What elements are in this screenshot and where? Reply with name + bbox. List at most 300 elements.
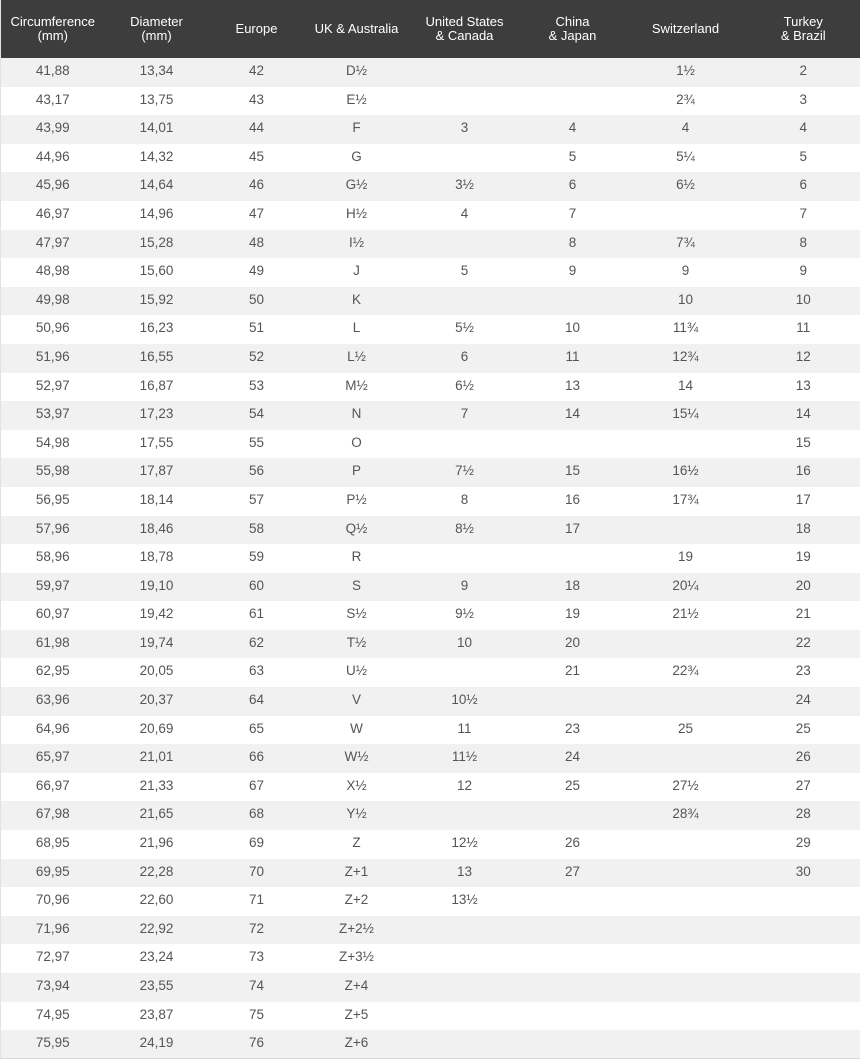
cell-us-canada: 5½ [455,320,474,336]
cell-china-japan [521,887,625,916]
cell-diameter: 13,75 [139,91,174,107]
cell-uk-australia: Z+4 [344,978,369,993]
cell-china-japan [521,1030,625,1059]
cell-us-canada: 3 [460,120,469,136]
cell-circumference: 41,88 [35,63,70,78]
cell-us-canada: 13 [456,863,473,879]
cell-us-canada [409,1002,521,1031]
header-label-line: (mm) [141,28,172,43]
table-row [1,544,860,573]
cell-circumference: 60,97 [35,606,70,622]
cell-us-canada [409,230,521,259]
cell-diameter: 16,87 [139,377,174,393]
cell-circumference: 52,97 [35,377,70,393]
cell-diameter: 22,60 [139,892,174,908]
cell-europe: 48 [248,234,265,250]
cell-turkey-brazil [747,1002,860,1031]
cell-uk-australia: L½ [347,348,366,364]
cell-china-japan [521,944,625,973]
cell-us-canada: 9½ [455,606,474,622]
cell-china-japan [521,916,625,945]
cell-circumference: 70,96 [35,892,70,908]
cell-us-canada: 3½ [455,177,474,193]
cell-circumference: 47,97 [35,234,70,250]
cell-turkey-brazil: 20 [795,577,811,593]
cell-switzerland [625,430,747,459]
cell-circumference: 48,98 [35,263,70,279]
cell-circumference: 65,97 [35,749,70,765]
table-row [1,573,860,602]
cell-circumference: 64,96 [35,720,70,736]
table-row [1,230,860,259]
cell-uk-australia: Z+2 [344,892,369,908]
header-row [1,0,860,58]
cell-china-japan: 16 [564,491,581,507]
header-label-line: Diameter [130,14,183,29]
cell-turkey-brazil: 21 [795,606,811,622]
header-label-line: Switzerland [651,21,720,36]
cell-china-japan: 14 [564,406,581,422]
cell-china-japan: 20 [564,634,581,650]
cell-turkey-brazil [747,916,860,945]
table-header [1,0,860,58]
cell-turkey-brazil: 13 [795,377,811,393]
cell-diameter: 22,28 [139,863,174,879]
table-row [1,430,860,459]
cell-circumference: 58,96 [35,549,70,565]
cell-diameter: 23,55 [139,978,174,993]
cell-europe: 70 [248,863,265,879]
cell-circumference: 59,97 [35,577,70,593]
cell-china-japan: 5 [568,148,577,164]
cell-diameter: 20,05 [139,663,174,679]
cell-europe: 50 [248,291,265,307]
cell-turkey-brazil: 17 [795,491,811,507]
cell-europe: 52 [248,348,265,364]
cell-europe: 61 [248,606,265,622]
header-turkey-brazil [747,0,860,58]
cell-turkey-brazil: 2 [799,63,807,78]
table-row [1,115,860,144]
cell-china-japan: 11 [565,348,580,364]
table-row [1,944,860,973]
cell-diameter: 20,37 [139,692,174,708]
cell-us-canada [409,973,521,1002]
cell-circumference: 75,95 [35,1035,70,1051]
table-row [1,859,860,888]
table-row [1,1030,860,1059]
table-row [1,801,860,830]
cell-switzerland: 22¾ [672,663,699,679]
table-row [1,172,860,201]
cell-switzerland: 1½ [676,63,695,78]
cell-europe: 55 [248,434,265,450]
header-europe [209,0,305,58]
header-us-canada [409,0,521,58]
cell-us-canada: 10 [456,634,473,650]
cell-switzerland: 25 [677,720,694,736]
cell-europe: 65 [248,720,265,736]
cell-circumference: 54,98 [35,434,70,450]
cell-us-canada: 7½ [455,463,474,479]
cell-circumference: 71,96 [35,920,70,936]
table-row [1,258,860,287]
cell-uk-australia: Z+3½ [339,949,374,965]
cell-turkey-brazil: 9 [799,263,807,279]
cell-uk-australia: I½ [348,234,364,250]
cell-diameter: 19,10 [139,577,174,593]
cell-uk-australia: O [351,434,362,450]
cell-europe: 66 [248,749,265,765]
cell-uk-australia: E½ [346,91,367,107]
cell-diameter: 18,78 [139,549,174,565]
cell-switzerland: 14 [677,377,694,393]
cell-diameter: 23,87 [139,1006,174,1022]
cell-circumference: 62,95 [35,663,70,679]
cell-diameter: 16,23 [139,320,174,336]
header-label-line: United States [425,14,504,29]
cell-turkey-brazil: 8 [799,234,807,250]
cell-uk-australia: V [351,692,361,708]
cell-europe: 45 [248,148,265,164]
table-row [1,315,860,344]
cell-switzerland: 9 [681,263,690,279]
cell-switzerland [625,916,747,945]
cell-europe: 67 [248,777,265,793]
cell-china-japan: 17 [564,520,581,536]
cell-diameter: 17,23 [139,406,174,422]
cell-uk-australia: P½ [346,491,367,507]
table-row [1,144,860,173]
cell-circumference: 69,95 [35,863,70,879]
cell-switzerland: 4 [681,120,690,136]
header-label-line: Europe [235,21,278,36]
cell-china-japan [521,801,625,830]
table-row [1,830,860,859]
cell-turkey-brazil: 29 [795,835,811,851]
cell-uk-australia: Q½ [345,520,368,536]
cell-us-canada: 7 [460,406,469,422]
cell-uk-australia: T½ [346,634,367,650]
table-row [1,601,860,630]
cell-circumference: 50,96 [35,320,70,336]
cell-china-japan [521,87,625,116]
header-label-line: & Canada [435,28,494,43]
cell-circumference: 72,97 [35,949,70,965]
cell-turkey-brazil: 18 [795,520,811,536]
cell-china-japan: 6 [568,177,577,193]
cell-uk-australia: U½ [345,663,367,679]
cell-circumference: 44,96 [35,148,70,164]
cell-circumference: 73,94 [35,978,70,993]
header-label-line: Turkey [783,14,823,29]
cell-europe: 58 [248,520,265,536]
cell-turkey-brazil: 24 [795,692,811,708]
cell-china-japan: 13 [564,377,581,393]
cell-china-japan [521,58,625,87]
header-uk-australia [305,0,409,58]
cell-china-japan: 19 [564,606,581,622]
table-row [1,973,860,1002]
cell-uk-australia: M½ [345,377,368,393]
cell-turkey-brazil: 19 [795,549,811,565]
cell-turkey-brazil: 12 [795,348,811,364]
cell-europe: 46 [248,177,265,193]
cell-circumference: 46,97 [35,205,70,221]
cell-switzerland [625,830,747,859]
cell-diameter: 21,01 [139,749,174,765]
cell-turkey-brazil: 23 [795,663,811,679]
cell-turkey-brazil: 5 [799,148,807,164]
cell-europe: 73 [248,949,265,965]
cell-diameter: 14,01 [139,120,174,136]
cell-us-canada [409,58,521,87]
cell-us-canada [409,287,521,316]
table-row [1,344,860,373]
cell-turkey-brazil: 25 [795,720,811,736]
cell-china-japan: 4 [568,120,577,136]
cell-china-japan: 8 [568,234,577,250]
table-row [1,916,860,945]
cell-diameter: 15,28 [139,234,174,250]
cell-china-japan [521,973,625,1002]
cell-uk-australia: Z+1 [344,863,369,879]
cell-diameter: 14,32 [139,148,174,164]
cell-china-japan [521,687,625,716]
cell-circumference: 57,96 [35,520,70,536]
cell-china-japan: 26 [564,835,581,851]
cell-diameter: 15,60 [139,263,174,279]
cell-circumference: 63,96 [35,692,70,708]
cell-china-japan [521,1002,625,1031]
table-row [1,630,860,659]
cell-europe: 59 [248,549,265,565]
cell-europe: 43 [248,91,265,107]
cell-switzerland: 17¾ [672,491,699,507]
cell-europe: 56 [248,463,265,479]
table-row [1,516,860,545]
cell-europe: 63 [248,663,265,679]
cell-us-canada [409,544,521,573]
cell-us-canada: 6 [460,348,469,364]
cell-circumference: 67,98 [35,806,70,822]
cell-europe: 64 [248,692,265,708]
cell-diameter: 20,69 [139,720,174,736]
cell-uk-australia: P [351,463,361,479]
cell-china-japan [521,544,625,573]
cell-circumference: 61,98 [35,634,70,650]
cell-us-canada [409,430,521,459]
cell-circumference: 43,99 [35,120,70,136]
table-row [1,658,860,687]
cell-diameter: 18,46 [139,520,174,536]
cell-turkey-brazil: 7 [799,205,807,221]
cell-switzerland [625,944,747,973]
cell-switzerland: 7¾ [676,234,695,250]
cell-uk-australia: F [352,120,361,136]
cell-switzerland: 12¾ [672,348,699,364]
table-row [1,887,860,916]
cell-us-canada: 6½ [455,377,474,393]
cell-china-japan: 7 [568,205,577,221]
cell-europe: 76 [248,1035,265,1051]
cell-china-japan: 23 [564,720,581,736]
cell-turkey-brazil: 14 [795,406,811,422]
header-label-line: UK & Australia [314,21,399,36]
cell-switzerland: 10 [677,291,694,307]
cell-uk-australia: J [353,263,360,279]
cell-us-canada: 11 [457,720,472,736]
cell-switzerland [625,859,747,888]
cell-europe: 60 [248,577,265,593]
cell-europe: 47 [248,205,265,221]
cell-switzerland: 28¾ [672,806,699,822]
cell-uk-australia: S½ [346,606,367,622]
cell-turkey-brazil: 22 [795,634,811,650]
cell-switzerland: 21½ [672,606,699,622]
cell-uk-australia: X½ [346,777,367,793]
cell-turkey-brazil: 30 [795,863,811,879]
cell-switzerland [625,1030,747,1059]
cell-us-canada: 12½ [451,835,478,851]
header-switzerland [625,0,747,58]
cell-switzerland [625,887,747,916]
cell-us-canada: 9 [460,577,469,593]
cell-switzerland: 6½ [676,177,695,193]
cell-switzerland [625,201,747,230]
cell-europe: 68 [248,806,265,822]
cell-uk-australia: Z [352,835,361,851]
cell-europe: 49 [248,263,265,279]
cell-china-japan: 15 [564,463,581,479]
cell-europe: 69 [248,835,265,851]
cell-us-canada: 12 [456,777,473,793]
cell-europe: 74 [248,978,265,993]
cell-turkey-brazil: 28 [795,806,811,822]
cell-turkey-brazil: 6 [799,177,807,193]
cell-switzerland: 27½ [672,777,699,793]
cell-switzerland: 19 [677,549,694,565]
header-china-japan [521,0,625,58]
cell-uk-australia: G [351,148,362,164]
cell-switzerland: 20¼ [672,577,699,593]
header-diameter [105,0,209,58]
cell-uk-australia: N [351,406,362,422]
cell-uk-australia: Z+2½ [339,920,374,936]
cell-us-canada: 8 [460,491,469,507]
cell-uk-australia: L [352,320,361,336]
table-row [1,487,860,516]
cell-diameter: 18,14 [139,491,174,507]
cell-switzerland [625,744,747,773]
cell-turkey-brazil [747,944,860,973]
cell-europe: 51 [248,320,265,336]
cell-europe: 42 [248,63,265,78]
cell-switzerland: 16½ [672,463,699,479]
cell-uk-australia: R [351,549,362,565]
header-label-line: Circumference [10,14,96,29]
cell-diameter: 15,92 [139,291,174,307]
cell-circumference: 66,97 [35,777,70,793]
cell-china-japan: 27 [564,863,581,879]
table-row [1,201,860,230]
cell-turkey-brazil [747,887,860,916]
cell-diameter: 16,55 [139,348,174,364]
cell-europe: 71 [248,892,265,908]
cell-china-japan: 24 [564,749,581,765]
cell-us-canada [409,916,521,945]
cell-switzerland [625,1002,747,1031]
cell-switzerland [625,630,747,659]
cell-uk-australia: W [350,720,363,736]
header-label-line: & Brazil [780,28,826,43]
cell-turkey-brazil [747,973,860,1002]
cell-china-japan [521,287,625,316]
cell-us-canada [409,944,521,973]
cell-china-japan: 10 [564,320,581,336]
cell-us-canada: 11½ [451,749,478,765]
cell-us-canada [409,801,521,830]
cell-turkey-brazil [747,1030,860,1059]
cell-diameter: 17,55 [139,434,174,450]
cell-us-canada: 10½ [451,692,478,708]
cell-us-canada: 4 [460,205,469,221]
cell-circumference: 49,98 [35,291,70,307]
cell-diameter: 24,19 [139,1035,174,1051]
header-label-line: (mm) [37,28,68,43]
cell-circumference: 55,98 [35,463,70,479]
header-circumference [1,0,105,58]
table-row [1,458,860,487]
cell-turkey-brazil: 26 [795,749,811,765]
cell-uk-australia: Z+6 [344,1035,369,1051]
cell-switzerland: 15¼ [672,406,699,422]
cell-us-canada: 13½ [451,892,478,908]
cell-diameter: 19,42 [139,606,174,622]
cell-switzerland: 5¼ [676,148,695,164]
cell-switzerland [625,687,747,716]
cell-uk-australia: H½ [345,205,367,221]
cell-diameter: 14,64 [139,177,174,193]
cell-diameter: 23,24 [139,949,174,965]
table-body [1,58,860,1059]
cell-us-canada: 5 [460,263,469,279]
cell-uk-australia: G½ [345,177,368,193]
table-row [1,58,860,87]
cell-china-japan: 21 [564,663,581,679]
table-row [1,287,860,316]
cell-circumference: 43,17 [35,91,70,107]
cell-turkey-brazil: 4 [799,120,807,136]
cell-uk-australia: W½ [344,749,369,765]
cell-europe: 44 [248,120,265,136]
cell-turkey-brazil: 10 [795,291,811,307]
cell-europe: 57 [248,491,265,507]
cell-turkey-brazil: 16 [795,463,811,479]
cell-us-canada [409,658,521,687]
cell-europe: 72 [248,920,265,936]
header-label-line: & Japan [548,28,597,43]
cell-us-canada [409,1030,521,1059]
cell-europe: 54 [248,406,265,422]
table-row [1,373,860,402]
cell-diameter: 21,33 [139,777,174,793]
cell-circumference: 74,95 [35,1006,70,1022]
cell-turkey-brazil: 27 [795,777,811,793]
cell-us-canada [409,87,521,116]
cell-switzerland: 11¾ [672,320,699,336]
cell-us-canada: 8½ [455,520,474,536]
